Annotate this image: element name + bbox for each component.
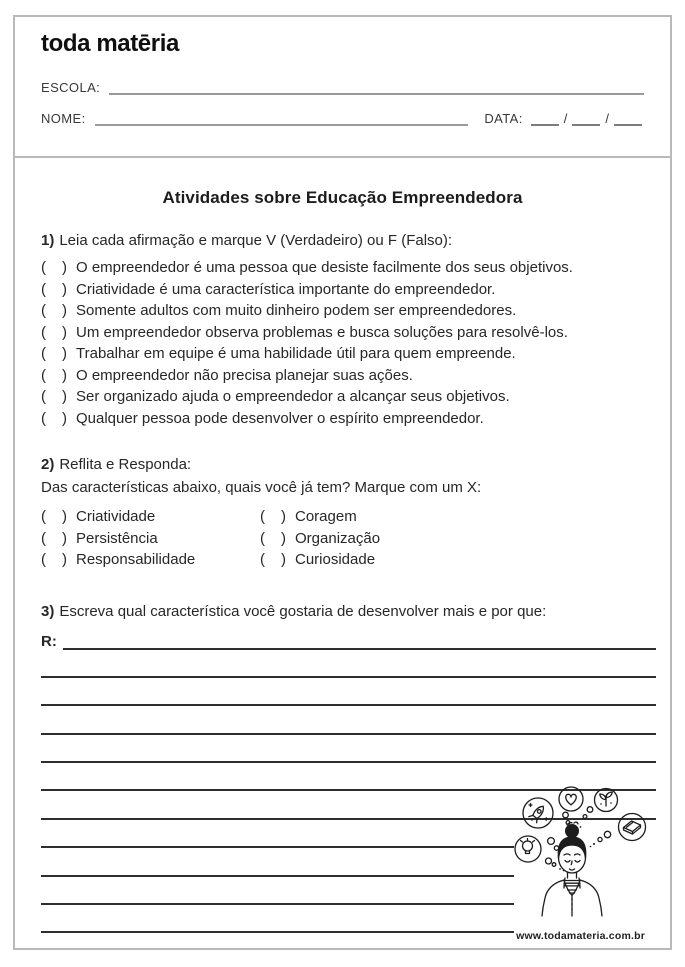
answer-line	[41, 650, 656, 678]
option-label: Persistência	[76, 529, 158, 547]
answer-line	[41, 735, 656, 763]
checkbox-parens	[41, 388, 67, 405]
date-slot-year	[614, 109, 642, 126]
person-figure	[542, 822, 602, 916]
paren-open: (	[41, 551, 46, 569]
book-icon	[624, 821, 641, 834]
option-cell	[260, 508, 357, 525]
statement-text: Trabalhar em equipe é uma habilidade útil para quem empreende.	[76, 345, 516, 363]
paren-close: )	[281, 508, 286, 526]
statement-row	[41, 408, 644, 430]
paren-open: (	[41, 529, 46, 547]
worksheet-page	[13, 15, 672, 950]
option-label: Curiosidade	[295, 551, 376, 569]
question-1-text: Leia cada afirmação e marque V (Verdadeiro) ou F (Falso):	[59, 232, 453, 249]
statement-text: Um empreendedor observa problemas e busca soluções para resolvê-los.	[76, 323, 568, 341]
paren-open: (	[41, 259, 46, 277]
school-fill-line	[109, 78, 644, 95]
checkbox-parens	[260, 530, 286, 547]
sprout-icon	[600, 792, 612, 806]
date-label: DATA:	[484, 111, 523, 126]
paren-open: (	[41, 323, 46, 341]
checkbox-parens	[41, 302, 67, 319]
options-grid	[41, 506, 644, 571]
question-2-subprompt: Das características abaixo, quais você já tem? Marque com um X:	[41, 479, 482, 496]
statement-text: Ser organizado ajuda o empreendedor a alcançar seus objetivos.	[76, 388, 510, 406]
paren-close: )	[62, 508, 67, 526]
answer-line	[41, 706, 656, 734]
paren-open: (	[41, 302, 46, 320]
name-label: NOME:	[41, 111, 86, 126]
statement-text: Qualquer pessoa pode desenvolver o espírito empreendedor.	[76, 409, 484, 427]
checkbox-parens	[260, 551, 286, 568]
paren-close: )	[281, 529, 286, 547]
option-cell	[41, 530, 260, 547]
answer-line	[63, 633, 656, 650]
paren-close: )	[62, 280, 67, 298]
checkbox-parens	[41, 508, 67, 525]
paren-open: (	[41, 280, 46, 298]
options-row	[41, 528, 644, 550]
question-2-number: 2)	[41, 456, 55, 473]
statement-row	[41, 322, 644, 344]
paren-open: (	[41, 388, 46, 406]
paren-close: )	[62, 551, 67, 569]
question-2-text: Reflita e Responda:	[59, 456, 192, 473]
statement-row	[41, 386, 644, 408]
answer-line-short	[41, 877, 514, 905]
statement-text: O empreendedor é uma pessoa que desiste facilmente dos seus objetivos.	[76, 259, 573, 277]
paren-open: (	[41, 366, 46, 384]
option-cell	[260, 530, 380, 547]
date-separator: /	[563, 111, 568, 126]
option-label: Coragem	[295, 508, 357, 526]
answer-line-short	[41, 848, 514, 876]
thinking-person-illustration	[502, 785, 670, 917]
paren-close: )	[62, 302, 67, 320]
statement-text: Criatividade é uma característica importante do empreendedor.	[76, 280, 496, 298]
paren-close: )	[281, 551, 286, 569]
paren-close: )	[62, 345, 67, 363]
option-label: Criatividade	[76, 508, 156, 526]
option-label: Responsabilidade	[76, 551, 196, 569]
school-label: ESCOLA:	[41, 80, 101, 95]
answer-line	[41, 678, 656, 706]
lightbulb-icon	[521, 839, 535, 854]
heart-icon	[566, 794, 577, 805]
question-3-text: Escreva qual característica você gostaria de desenvolver mais e por que:	[59, 602, 547, 620]
checkbox-parens	[41, 259, 67, 276]
checkbox-parens	[41, 530, 67, 547]
checkbox-parens	[41, 281, 67, 298]
date-slot-month	[572, 109, 600, 126]
checkbox-parens	[41, 367, 67, 384]
paren-close: )	[62, 529, 67, 547]
question-3-prompt	[41, 603, 644, 621]
checkbox-parens	[41, 345, 67, 362]
page-header	[15, 17, 670, 158]
question-3-number: 3)	[41, 602, 55, 620]
answer-row	[41, 628, 644, 650]
paren-open: (	[41, 345, 46, 363]
answer-line-short	[41, 820, 514, 848]
question-2	[41, 456, 644, 571]
paren-close: )	[62, 366, 67, 384]
rocket-icon	[529, 803, 548, 823]
paren-open: (	[260, 529, 265, 547]
paren-close: )	[62, 409, 67, 427]
date-separator: /	[605, 111, 609, 126]
paren-close: )	[62, 259, 67, 277]
option-cell	[260, 551, 375, 568]
question-2-prompt	[41, 456, 644, 474]
statement-text: Somente adultos com muito dinheiro podem ser empreendedores.	[76, 302, 517, 320]
statement-text: O empreendedor não precisa planejar suas ações.	[76, 366, 413, 384]
checkbox-parens	[41, 324, 67, 341]
statement-row	[41, 343, 644, 365]
option-cell	[41, 508, 260, 525]
options-row	[41, 549, 644, 571]
date-group	[484, 109, 644, 126]
paren-open: (	[41, 508, 46, 526]
date-slot-day	[531, 109, 559, 126]
paren-open: (	[260, 508, 265, 526]
worksheet-title: Atividades sobre Educação Empreendedora	[162, 188, 523, 207]
statement-row	[41, 279, 644, 301]
answer-label: R:	[41, 632, 57, 650]
options-row	[41, 506, 644, 528]
true-false-list	[41, 257, 644, 429]
paren-close: )	[62, 388, 67, 406]
website-url: www.todamateria.com.br	[516, 930, 645, 942]
option-cell	[41, 551, 260, 568]
answer-line-short	[41, 905, 514, 933]
option-label: Organização	[295, 529, 381, 547]
statement-row	[41, 257, 644, 279]
paren-open: (	[260, 551, 265, 569]
brand-logo: toda matēria	[41, 30, 179, 57]
statement-row	[41, 300, 644, 322]
paren-close: )	[62, 323, 67, 341]
question-1-number: 1)	[41, 232, 55, 249]
paren-open: (	[41, 409, 46, 427]
school-row	[41, 77, 644, 95]
checkbox-parens	[41, 551, 67, 568]
checkbox-parens	[41, 410, 67, 427]
name-fill-line	[95, 109, 469, 126]
name-row	[41, 108, 644, 126]
statement-row	[41, 365, 644, 387]
question-1-prompt	[41, 232, 644, 250]
checkbox-parens	[260, 508, 286, 525]
